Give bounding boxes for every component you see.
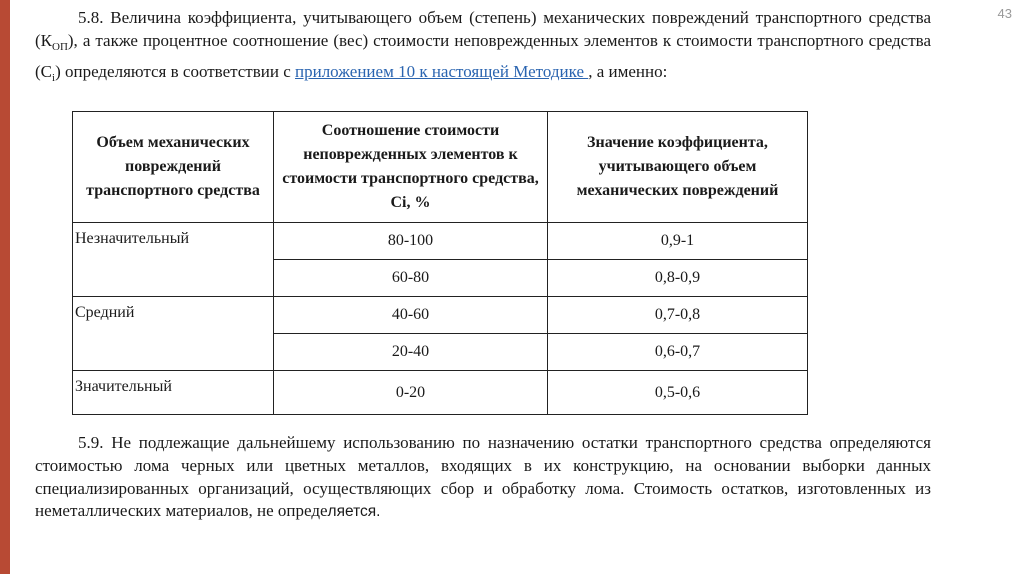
header-damage-volume: Объем механических повреждений транспортного средства [73, 112, 274, 223]
ratio-cell: 40-60 [274, 297, 548, 334]
table-row [73, 371, 808, 415]
para1-subscript-i: i [52, 71, 56, 84]
ratio-cell: 20-40 [274, 334, 548, 371]
level-cell: Незначительный [73, 223, 274, 297]
coef-cell: 0,9-1 [548, 223, 808, 260]
level-cell: Значительный [73, 371, 274, 415]
page-number: 43 [997, 6, 1012, 21]
para1-subscript-op: ОП [52, 41, 68, 54]
table-header-row [73, 112, 808, 223]
header-cost-ratio: Соотношение стоимости неповрежденных элементов к стоимости транспортного средства, Ci, % [274, 112, 548, 223]
header-coefficient-value: Значение коэффициента, учитывающего объем механических повреждений [548, 112, 808, 223]
para1-text-after: ) определяются в соответствии с [55, 61, 295, 81]
para2-text-tail: ляется. [327, 503, 381, 521]
appendix-10-link[interactable]: приложением 10 к настоящей Методике [295, 61, 589, 81]
ratio-cell: 80-100 [274, 223, 548, 260]
ratio-cell: 60-80 [274, 260, 548, 297]
paragraph-5-9 [35, 432, 931, 524]
table-row [73, 223, 808, 260]
para1-text-before: 5.8. Величина коэффициента, учитывающего объем (степень) механических повреждений транспортного средства (К [35, 8, 931, 51]
coef-cell: 0,8-0,9 [548, 260, 808, 297]
coef-cell: 0,7-0,8 [548, 297, 808, 334]
level-cell: Средний [73, 297, 274, 371]
table-row [73, 297, 808, 334]
damage-coefficient-table [72, 111, 808, 415]
ratio-cell: 0-20 [274, 371, 548, 415]
coef-cell: 0,5-0,6 [548, 371, 808, 415]
para1-text-middle: ), а также процентное соотношение (вес) стоимости неповрежденных элементов к стоимости транспортного средства (С [35, 31, 931, 81]
para2-text-main: 5.9. Не подлежащие дальнейшему использованию по назначению остатки транспортного средства определяются стоимостью лома черных или цветных металлов, входящих в их конструкцию, на основании выборки данных специализированных организаций, осуществляющих сбор и обработку лома. Стоимость остатков, изготовленных из неметаллических материалов, не опреде [35, 433, 931, 521]
paragraph-5-8 [35, 6, 931, 90]
left-accent-bar [0, 0, 10, 574]
coef-cell: 0,6-0,7 [548, 334, 808, 371]
para1-text-end: , а именно: [588, 61, 668, 81]
